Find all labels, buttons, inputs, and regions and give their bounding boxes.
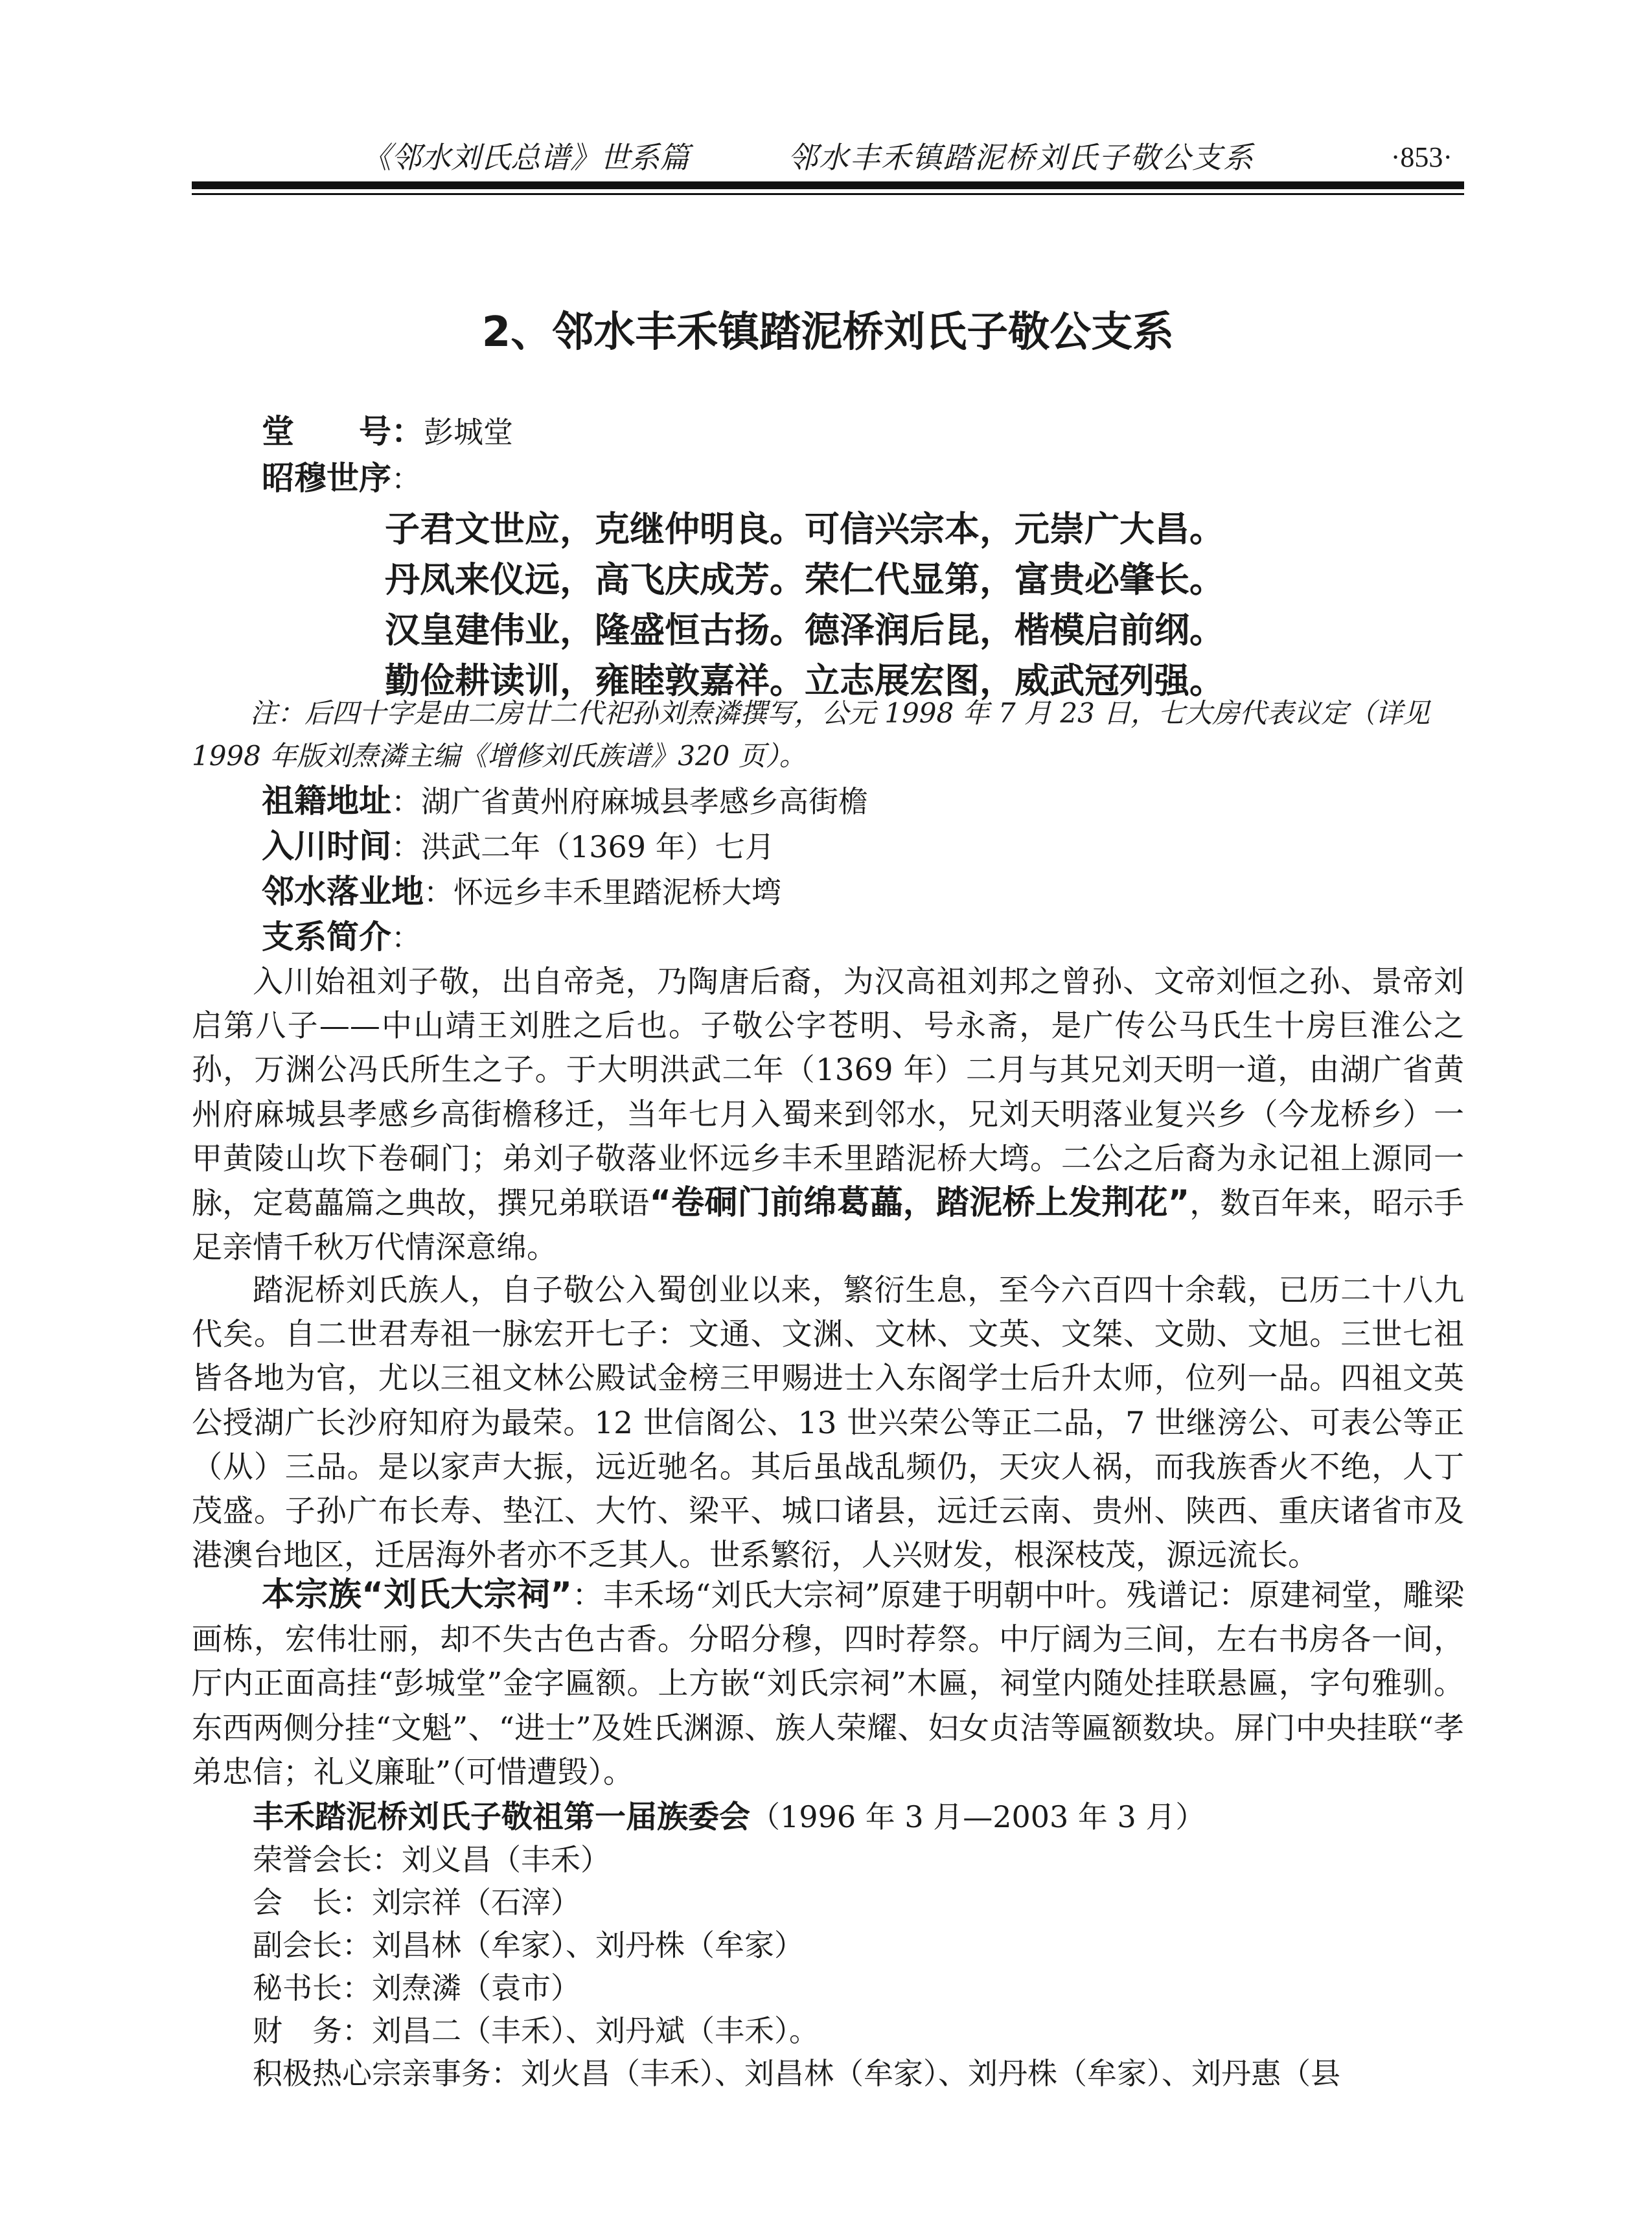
intro-paragraph-2: 踏泥桥刘氏族人，自子敬公入蜀创业以来，繁衍生息，至今六百四十余载，已历二十八九代矣。自二世君寿祖一脉宏开七子：文通、文渊、文林、文英、文桀、文勋、文旭。三世七祖皆各地为官，尤以三祖文林公殿试金榜三甲赐进士入东阁学士后升太师，位列一品。四祖文英公授湖广长沙府知府为最荣。12 世信阁公、13 世兴荣公等正二品，7 世继滂公、可表公等正（从）三品。是以家声大振，远近驰名。其后虽战乱频仍，天灾人祸，而我族香火不绝，人丁茂盛。子孙广布长寿、垫江、大竹、梁平、城口诸县，远迁云南、贵州、陕西、重庆诸省市及港澳台地区，迁居海外者亦不乏其人。世系繁衍，人兴财发，根深枝茂，源远流长。 [192,1273,1464,1574]
header-book-title: 《邻水刘氏总谱》世系篇 [361,140,689,175]
hall-name-label: 堂 号 [262,413,391,450]
origin-label: 祖籍地址 [262,782,391,820]
ancestral-hall-label: 本宗族“刘氏大宗祠” [262,1576,572,1614]
entry-time-value: 洪武二年（1369 年）七月 [421,829,775,864]
intro-label: 支系简介 [262,918,391,956]
hall-name-value: 彭城堂 [424,415,513,450]
committee-member: 秘书长：刘焘潾（袁市） [253,1970,580,2005]
committee-member: 财 务：刘昌二（丰禾）、刘丹斌（丰禾）。 [253,2013,819,2048]
committee-heading [253,1796,1525,1838]
ancestral-hall-paragraph: 本宗族“刘氏大宗祠”：丰禾场“刘氏大宗祠”原建于明朝中叶。残谱记：原建祠堂，雕梁画栋，宏伟壮丽，却不失古色古香。分昭分穆，四时荐祭。中厅阔为三间，左右书房各一间，厅内正面高挂“彭城堂”金字匾额。上方嵌“刘氏宗祠”木匾，祠堂内随处挂联悬匾，字句雅驯。东西两侧分挂“文魁”、“进士”及姓氏渊源、族人荣耀、妇女贞洁等匾额数块。屏门中央挂联“孝弟忠信；礼义廉耻”（可惜遭毁）。 [192,1576,1464,1790]
entry-time-label: 入川时间 [262,827,391,865]
settlement-value: 怀远乡丰禾里踏泥桥大塆 [453,875,781,910]
committee-member: 荣誉会长：刘义昌（丰禾） [253,1842,610,1877]
committee-period: （1996 年 3 月—2003 年 3 月） [750,1799,1206,1834]
poem-note: 注：后四十字是由二房廿二代祀孙刘焘潾撰写，公元 1998 年 7 月 23 日，七大房代表议定（详见 1998 年版刘焘潾主编《增修刘氏族谱》320 页）。 [192,697,1430,772]
entry-time-line: 入川时间：洪武二年（1369 年）七月 [262,827,775,865]
hall-name-line: 堂 号：彭城堂 [262,413,513,450]
committee-member: 副会长：刘昌林（牟家）、刘丹株（牟家） [253,1928,804,1963]
brothers-couplet: “卷硐门前绵葛藟，踏泥桥上发荆花” [649,1184,1190,1223]
origin-line: 祖籍地址：湖广省黄州府麻城县孝感乡高街檐 [262,782,868,820]
intro-heading: 支系简介： [262,918,421,956]
committee-member: 积极热心宗亲事务：刘火昌（丰禾）、刘昌林（牟家）、刘丹株（牟家）、刘丹惠（县 [253,2056,1340,2091]
committee-member: 会 长：刘宗祥（石滓） [253,1885,580,1920]
page-title: 2、邻水丰禾镇踏泥桥刘氏子敬公支系 [481,308,1175,356]
generation-poem-line: 子君文世应，克继仲明良。可信兴宗本，元崇广大昌。 [385,509,1224,549]
generation-poem-line: 汉皇建伟业，隆盛恒古扬。德泽润后昆，楷模启前纲。 [385,610,1224,651]
header-rule-thin [192,193,1464,195]
generation-poem-line: 勤俭耕读训，雍睦敦嘉祥。立志展宏图，威武冠列强。 [385,660,1224,701]
settlement-line: 邻水落业地：怀远乡丰禾里踏泥桥大塆 [262,873,781,910]
header-rule-thick [192,181,1464,189]
committee-title: 丰禾踏泥桥刘氏子敬祖第一届族委会 [253,1799,751,1835]
header-section-title: 邻水丰禾镇踏泥桥刘氏子敬公支系 [788,140,1254,175]
settlement-label: 邻水落业地 [262,873,424,910]
running-header [192,135,1464,180]
generation-poem-line: 丹凤来仪远，高飞庆成芳。荣仁代显第，富贵必肇长。 [385,559,1224,600]
origin-value: 湖广省黄州府麻城县孝感乡高街檐 [421,784,868,819]
page-number: ·853· [1390,141,1452,173]
generation-order-label: 昭穆世序 [262,459,391,497]
intro-paragraph-1: 入川始祖刘子敬，出自帝尧，乃陶唐后裔，为汉高祖刘邦之曾孙、文帝刘恒之孙、景帝刘启第八子——中山靖王刘胜之后也。子敬公字苍明、号永斋，是广传公马氏生十房巨淮公之孙，万渊公冯氏所生之子。于大明洪武二年（1369 年）二月与其兄刘天明一道，由湖广省黄州府麻城县孝感乡高街檐移迁，当年七月入蜀来到邻水，兄刘天明落业复兴乡（今龙桥乡）一甲黄陵山坎下卷硐门；弟刘子敬落业怀远乡丰禾里踏泥桥大塆。二公之后裔为永记祖上源同一脉，定葛藟篇之典故，撰兄弟联语“卷硐门前绵葛藟，踏泥桥上发荆花”，数百年来，昭示手足亲情千秋万代情深意绵。 [192,964,1464,1266]
generation-order-line: 昭穆世序： [262,459,421,497]
